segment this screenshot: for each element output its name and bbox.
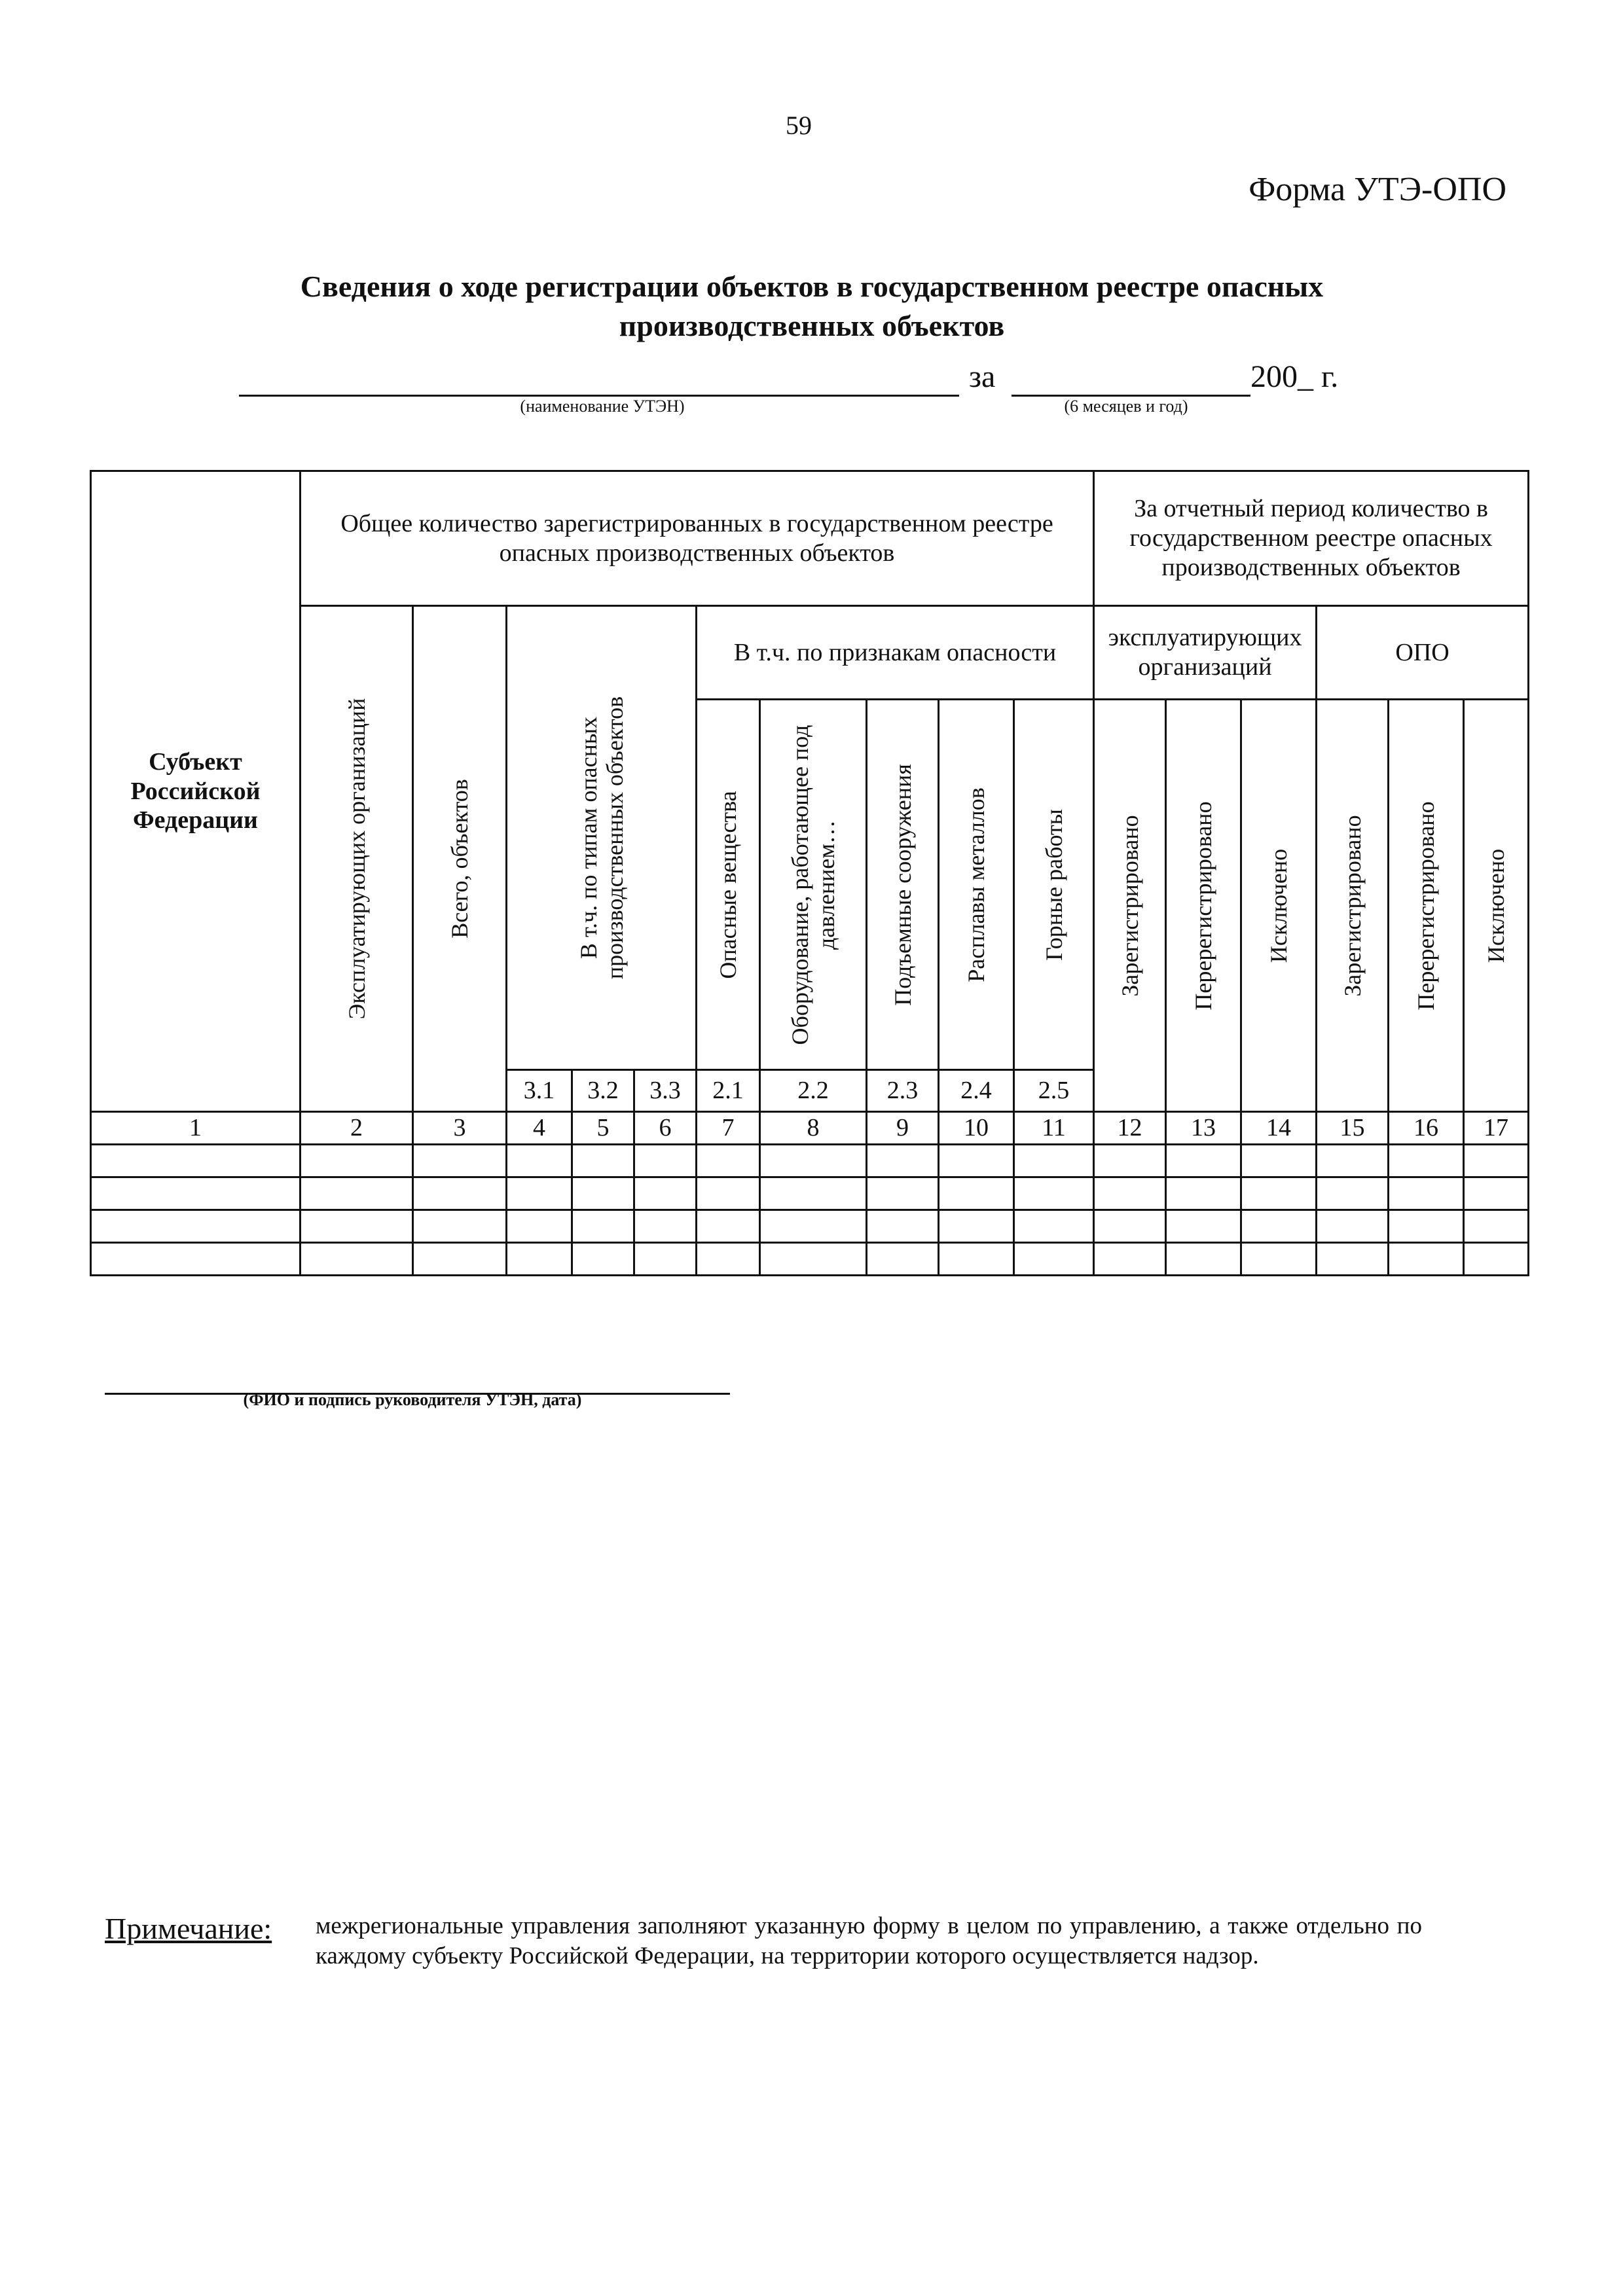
table-cell[interactable] [1317,1177,1389,1210]
table-cell[interactable] [1464,1177,1529,1210]
table-cell[interactable] [1464,1210,1529,1243]
operating-orgs-header: Эксплуатирующих организаций [301,606,413,1112]
table-cell[interactable] [1166,1177,1241,1210]
table-cell[interactable] [634,1177,697,1210]
hazard-code: 2.1 [697,1070,760,1112]
table-cell[interactable] [572,1210,634,1243]
table-cell[interactable] [1389,1243,1464,1276]
table-row [91,1210,1529,1243]
opo-group-header: ОПО [1317,606,1529,700]
table-cell[interactable] [1317,1210,1389,1243]
title-line-2: производственных объектов [619,309,1005,342]
total-group-header: Общее количество зарегистрированных в государственном реестре опасных производственных объектов [301,471,1094,606]
table-cell[interactable] [91,1145,301,1177]
by-hazard-header: В т.ч. по признакам опасности [697,606,1094,700]
table-cell[interactable] [1166,1145,1241,1177]
table-cell[interactable] [1166,1243,1241,1276]
table-cell[interactable] [507,1243,572,1276]
hazard-melts-header: Расплавы металлов [939,700,1014,1070]
table-cell[interactable] [1241,1145,1317,1177]
table-cell[interactable] [939,1210,1014,1243]
orgs-reregistered-header: Перерегистрировано [1166,700,1241,1112]
utzn-name-caption: (наименование УТЭН) [520,397,685,416]
table-cell[interactable] [413,1243,507,1276]
table-cell[interactable] [413,1210,507,1243]
table-cell[interactable] [301,1145,413,1177]
table-cell[interactable] [1317,1145,1389,1177]
opo-excluded-header: Исключено [1464,700,1529,1112]
table-cell[interactable] [697,1177,760,1210]
column-number: 7 [697,1112,760,1145]
column-number: 4 [507,1112,572,1145]
column-number: 10 [939,1112,1014,1145]
table-cell[interactable] [760,1177,867,1210]
table-cell[interactable] [1464,1243,1529,1276]
table-cell[interactable] [1166,1210,1241,1243]
table-cell[interactable] [1014,1210,1094,1243]
year-label: 200_ г. [1250,359,1339,394]
column-number: 1 [91,1112,301,1145]
table-cell[interactable] [1014,1243,1094,1276]
hazard-code: 2.4 [939,1070,1014,1112]
table-cell[interactable] [867,1243,939,1276]
page-number: 59 [786,111,812,140]
table-cell[interactable] [939,1243,1014,1276]
table-cell[interactable] [939,1145,1014,1177]
column-number: 3 [413,1112,507,1145]
table-cell[interactable] [867,1177,939,1210]
table-cell[interactable] [1094,1145,1166,1177]
column-number: 5 [572,1112,634,1145]
column-number: 6 [634,1112,697,1145]
orgs-excluded-header: Исключено [1241,700,1317,1112]
table-cell[interactable] [91,1243,301,1276]
table-cell[interactable] [507,1210,572,1243]
table-cell[interactable] [1389,1145,1464,1177]
table-cell[interactable] [572,1177,634,1210]
opo-registered-header: Зарегистрировано [1317,700,1389,1112]
hazard-mining-header: Горные работы [1014,700,1094,1070]
type-code: 3.2 [572,1070,634,1112]
table-cell[interactable] [939,1177,1014,1210]
table-cell[interactable] [1094,1243,1166,1276]
form-identifier: Форма УТЭ-ОПО [1249,171,1506,208]
period-caption: (6 месяцев и год) [1064,397,1188,416]
table-cell[interactable] [1241,1177,1317,1210]
table-cell[interactable] [697,1145,760,1177]
registration-table [90,470,1529,1276]
column-number: 16 [1389,1112,1464,1145]
table-cell[interactable] [634,1145,697,1177]
orgs-registered-header: Зарегистрировано [1094,700,1166,1112]
table-cell[interactable] [572,1145,634,1177]
note-text: межрегиональные управления заполняют указанную форму в целом по управлению, а также отдельно по каждому субъекту Российской Федерации, на территории которого осуществляется надзор. [316,1912,1422,1969]
column-number-row [91,1112,1529,1145]
column-number: 12 [1094,1112,1166,1145]
column-number: 15 [1317,1112,1389,1145]
hazard-substances-header: Опасные вещества [697,700,760,1070]
hazard-code: 2.2 [760,1070,867,1112]
table-cell[interactable] [301,1243,413,1276]
table-cell[interactable] [760,1210,867,1243]
subject-header: Субъект Российской Федерации [91,471,301,1112]
table-cell[interactable] [507,1177,572,1210]
table-cell[interactable] [760,1243,867,1276]
total-objects-header: Всего, объектов [413,606,507,1112]
hazard-code: 2.3 [867,1070,939,1112]
opo-reregistered-header: Перерегистрировано [1389,700,1464,1112]
title-line-1: Сведения о ходе регистрации объектов в государственном реестре опасных [300,270,1324,303]
table-cell[interactable] [1464,1145,1529,1177]
column-number: 2 [301,1112,413,1145]
table-cell[interactable] [1014,1177,1094,1210]
column-number: 13 [1166,1112,1241,1145]
note-label: Примечание: [105,1912,272,1945]
column-number: 8 [760,1112,867,1145]
table-cell[interactable] [1317,1243,1389,1276]
type-code: 3.1 [507,1070,572,1112]
by-type-header: В т.ч. по типам опасных производственных объектов [507,606,697,1070]
table-cell[interactable] [1094,1177,1166,1210]
for-label: за [969,359,996,394]
type-code: 3.3 [634,1070,697,1112]
table-cell[interactable] [413,1177,507,1210]
table-cell[interactable] [760,1145,867,1177]
table-cell[interactable] [91,1210,301,1243]
period-group-header: За отчетный период количество в государственном реестре опасных производственных объектов [1094,471,1529,606]
signature-caption: (ФИО и подпись руководителя УТЭН, дата) [243,1390,582,1409]
table-cell[interactable] [1014,1145,1094,1177]
table-cell[interactable] [634,1243,697,1276]
table-cell[interactable] [1094,1210,1166,1243]
operating-orgs-group-header: эксплуатирующих организаций [1094,606,1317,700]
document-title [131,267,1493,346]
table-cell[interactable] [1241,1243,1317,1276]
table-cell[interactable] [697,1210,760,1243]
table-row [91,1243,1529,1276]
table-cell[interactable] [697,1243,760,1276]
table-row [91,1177,1529,1210]
column-number: 11 [1014,1112,1094,1145]
table-cell[interactable] [301,1210,413,1243]
table-cell[interactable] [507,1145,572,1177]
hazard-code: 2.5 [1014,1070,1094,1112]
column-number: 9 [867,1112,939,1145]
table-cell[interactable] [634,1210,697,1243]
table-cell[interactable] [91,1177,301,1210]
hazard-pressure-header: Оборудование, работающее под давлением… [760,700,867,1070]
table-cell[interactable] [301,1177,413,1210]
column-number: 14 [1241,1112,1317,1145]
table-cell[interactable] [1389,1177,1464,1210]
table-cell[interactable] [413,1145,507,1177]
column-number: 17 [1464,1112,1529,1145]
table-cell[interactable] [1389,1210,1464,1243]
table-row [91,1145,1529,1177]
table-cell[interactable] [572,1243,634,1276]
hazard-lifting-header: Подъемные сооружения [867,700,939,1070]
table-cell[interactable] [867,1210,939,1243]
table-cell[interactable] [1241,1210,1317,1243]
table-cell[interactable] [867,1145,939,1177]
